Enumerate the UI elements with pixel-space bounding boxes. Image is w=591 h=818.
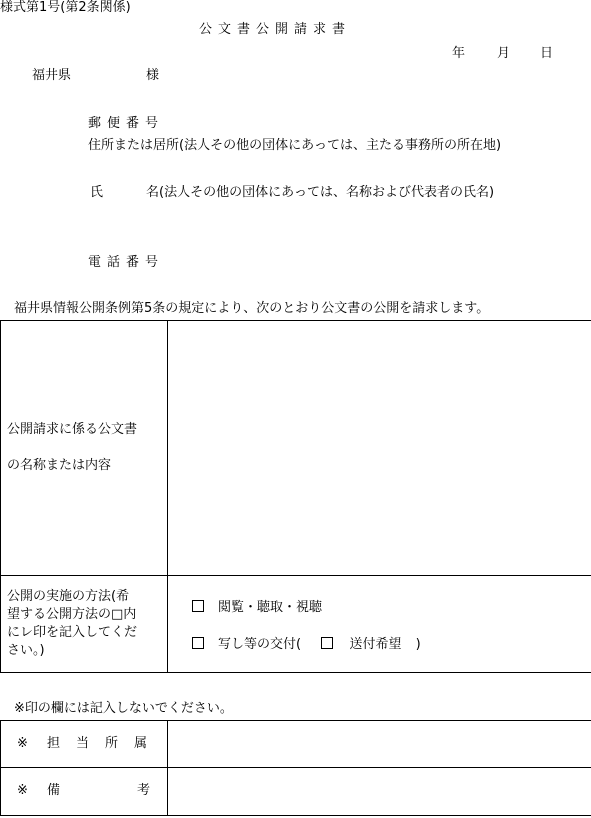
- disclosure-method-label-line3: にレ印を記入してくだ: [7, 625, 138, 640]
- remarks-label-second: 考: [137, 783, 151, 798]
- request-table: [0, 320, 591, 673]
- page-title: 公文書公開請求書: [199, 22, 352, 37]
- department-value-cell: [168, 721, 591, 768]
- document-name-label-cell: [1, 321, 168, 576]
- option-inspection: [192, 596, 322, 615]
- office-use-table: [0, 720, 591, 816]
- addressee-suffix: 様: [146, 68, 160, 83]
- mail-request-checkbox[interactable]: [321, 637, 333, 649]
- date-day-label: 日: [540, 46, 554, 61]
- phone-label: 電話番号: [88, 255, 165, 270]
- document-name-label-line2: の名称または内容: [7, 458, 112, 473]
- document-name-input[interactable]: [168, 321, 591, 576]
- request-statement: 福井県情報公開条例第5条の規定により、次のとおり公文書の公開を請求します。: [14, 301, 490, 316]
- copy-delivery-label: 写し等の交付(: [218, 637, 302, 652]
- addressee: 福井県: [32, 68, 72, 83]
- disclosure-method-label-line1: 公開の実施の方法(希: [7, 589, 130, 604]
- disclosure-method-row: [1, 576, 591, 673]
- name-label-description: 名(法人その他の団体にあっては、名称および代表者の氏名): [146, 185, 495, 200]
- department-label: 担当所属: [47, 736, 164, 751]
- form-number: 様式第1号(第2条関係): [0, 0, 131, 15]
- department-mark: ※: [17, 736, 28, 751]
- inspection-checkbox[interactable]: [192, 600, 204, 612]
- date-month-label: 月: [497, 46, 511, 61]
- copy-delivery-close-paren: ): [415, 637, 421, 652]
- disclosure-method-options-cell: [168, 576, 591, 673]
- department-row: [1, 721, 591, 768]
- department-label-cell: [1, 721, 168, 768]
- mail-request-label: 送付希望: [349, 637, 402, 652]
- copy-delivery-checkbox[interactable]: [192, 637, 204, 649]
- disclosure-method-label-cell: [1, 576, 168, 673]
- remarks-value-cell: [168, 768, 591, 816]
- remarks-mark: ※: [17, 783, 28, 798]
- date-year-label: 年: [452, 46, 466, 61]
- remarks-label-first: 備: [47, 783, 61, 798]
- disclosure-method-label-line2: 望する公開方法の□内: [7, 607, 137, 622]
- remarks-label-cell: [1, 768, 168, 816]
- document-name-label-line1: 公開請求に係る公文書: [7, 422, 138, 437]
- office-use-note: ※印の欄には記入しないでください。: [14, 701, 233, 716]
- address-label: 住所または居所(法人その他の団体にあっては、主たる事務所の所在地): [88, 138, 502, 153]
- document-name-row: [1, 321, 591, 576]
- remarks-row: [1, 768, 591, 816]
- disclosure-method-label-line4: さい。): [7, 643, 45, 658]
- name-label-first: 氏: [90, 185, 104, 200]
- inspection-label: 閲覧・聴取・視聴: [218, 600, 323, 615]
- option-copy-delivery: [192, 633, 421, 652]
- postal-code-label: 郵便番号: [88, 116, 165, 131]
